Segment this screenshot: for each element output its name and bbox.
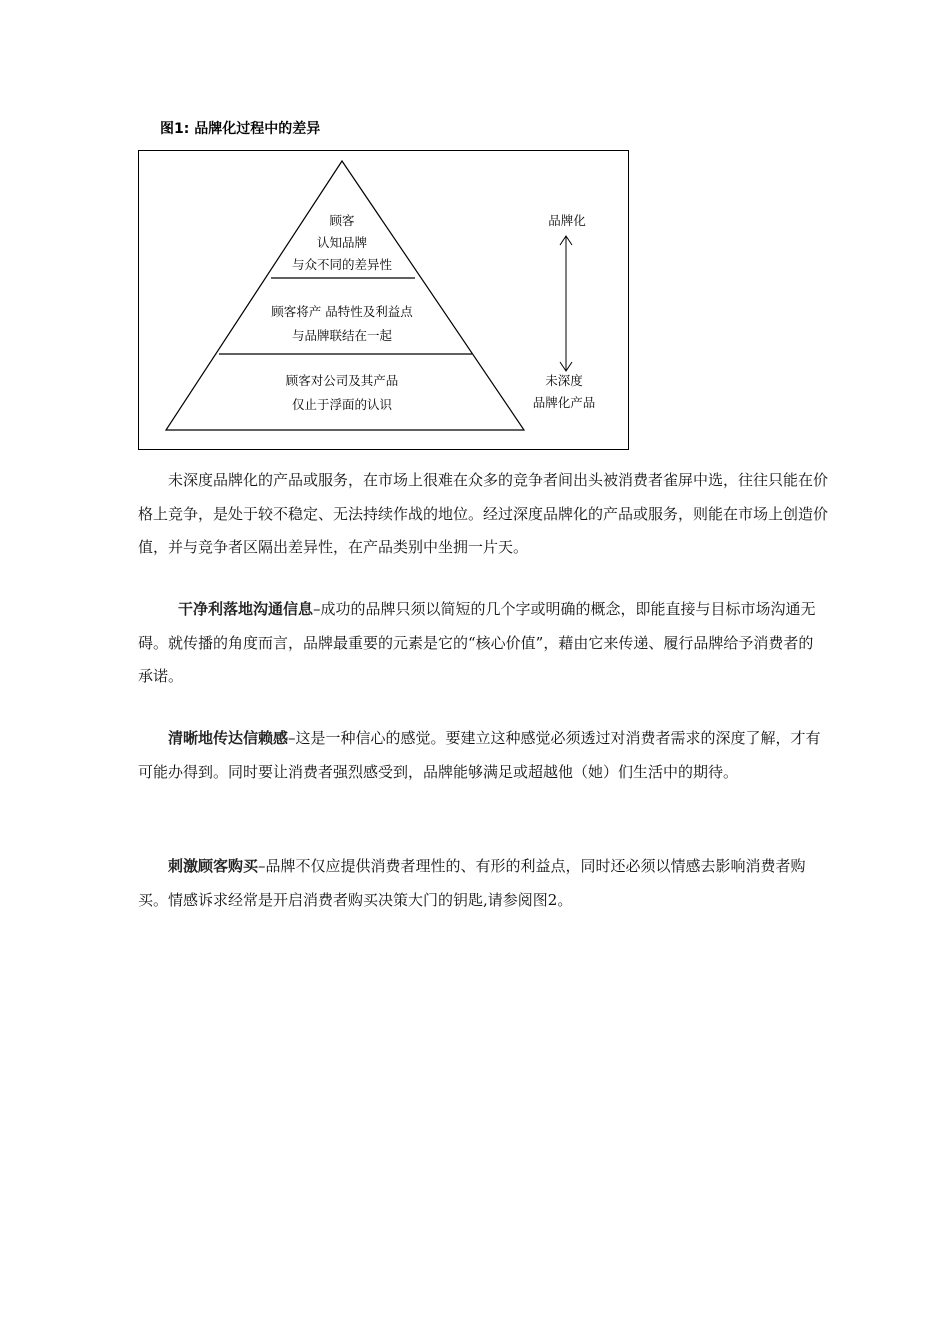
- paragraph-1-body: 未深度品牌化的产品或服务，在市场上很难在众多的竞争者间出头被消费者雀屏中选，往往只能在价格上竞争，是处于较不稳定、无法持续作战的地位。经过深度品牌化的产品或服务，则能在市场上创造价值，并与竞争者区隔出差异性，在产品类别中坐拥一片天。: [138, 471, 829, 556]
- paragraph-2-lead: 干净利落地沟通信息: [178, 600, 314, 618]
- paragraph-4: [138, 850, 828, 917]
- pyramid-outline: [166, 161, 524, 430]
- pyramid-middle-line-2: 与品牌联结在一起: [291, 328, 393, 343]
- pyramid-top-line-1: 顾客: [329, 213, 355, 228]
- paragraph-3-body: –这是一种信心的感觉。要建立这种感觉必须透过对消费者需求的深度了解，才有可能办得到。同时要让消费者强烈感受到，品牌能够满足或超越他（她）们生活中的期待。: [138, 729, 821, 781]
- pyramid-middle-line-1: 顾客将产 品特性及利益点: [271, 304, 413, 319]
- paragraph-1: [138, 464, 828, 565]
- paragraph-4-lead: 刺激顾客购买: [168, 857, 259, 875]
- pyramid-top-line-3: 与众不同的差异性: [291, 257, 393, 272]
- pyramid-diagram: [139, 151, 630, 451]
- brand-pyramid-figure: [138, 150, 629, 450]
- paragraph-2-body: –成功的品牌只须以简短的几个字或明确的概念，即能直接与目标市场沟通无碍。就传播的角度而言，品牌最重要的元素是它的“核心价值”，藉由它来传递、履行品牌给予消费者的承诺。: [138, 600, 816, 685]
- arrow-top-label: 品牌化: [548, 213, 586, 228]
- paragraph-4-body: –品牌不仅应提供消费者理性的、有形的利益点，同时还必须以情感去影响消费者购买。情感诉求经常是开启消费者购买决策大门的钥匙,请参阅图2。: [138, 857, 806, 909]
- paragraph-3-lead: 清晰地传达信赖感: [168, 729, 289, 747]
- figure-caption: 图1: 品牌化过程中的差异: [160, 121, 321, 137]
- arrow-bottom-label-line-1: 未深度: [545, 373, 583, 388]
- pyramid-bottom-line-2: 仅止于浮面的认识: [291, 397, 393, 412]
- pyramid-top-line-2: 认知品牌: [316, 235, 368, 250]
- paragraph-3: [138, 722, 828, 789]
- double-arrow-icon: [560, 236, 572, 371]
- arrow-bottom-label-line-2: 品牌化产品: [532, 395, 596, 410]
- paragraph-2: [138, 593, 828, 694]
- pyramid-bottom-line-1: 顾客对公司及其产品: [285, 373, 399, 388]
